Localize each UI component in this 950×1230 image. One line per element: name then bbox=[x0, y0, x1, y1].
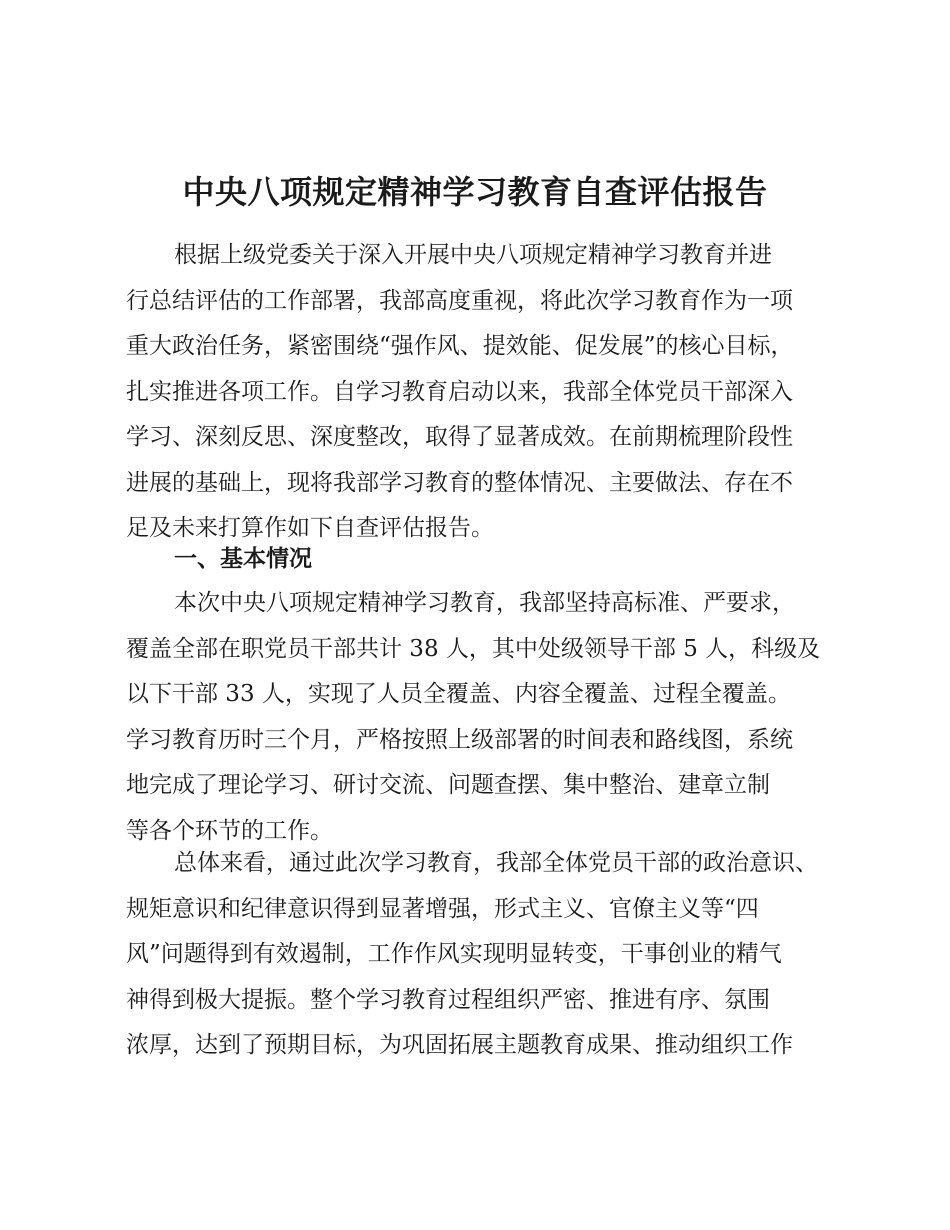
text-line: 覆盖全部在职党员干部共计 38 人，其中处级领导干部 5 人，科级及 bbox=[126, 635, 821, 662]
text-line: 本次中央八项规定精神学习教育，我部坚持高标准、严要求， bbox=[174, 590, 795, 616]
document-title: 中央八项规定精神学习教育自查评估报告 bbox=[182, 173, 768, 211]
paragraph-intro bbox=[126, 233, 846, 552]
section-heading: 一、基本情况 bbox=[174, 546, 312, 572]
section-heading-basic-situation bbox=[126, 537, 846, 583]
text-line: 浓厚，达到了预期目标，为巩固拓展主题教育成果、推动组织工作 bbox=[126, 1032, 793, 1058]
paragraph-overall-assessment bbox=[126, 841, 846, 1069]
paragraph-basic-situation bbox=[126, 581, 846, 854]
text-line: 风”问题得到有效遏制，工作作风实现明显转变，干事创业的精气 bbox=[126, 941, 782, 967]
text-line: 学习、深刻反思、深度整改，取得了显著成效。在前期梳理阶段性 bbox=[126, 424, 793, 450]
text-line: 神得到极大提振。整个学习教育过程组织严密、推进有序、氛围 bbox=[126, 986, 770, 1013]
text-line: 规矩意识和纪律意识得到显著增强，形式主义、官僚主义等“四 bbox=[126, 895, 759, 922]
text-line: 扎实推进各项工作。自学习教育启动以来，我部全体党员干部深入 bbox=[126, 378, 793, 405]
text-line: 地完成了理论学习、研讨交流、问题查摆、集中整治、建章立制 bbox=[126, 772, 770, 798]
text-line: 进展的基础上，现将我部学习教育的整体情况、主要做法、存在不 bbox=[126, 469, 793, 496]
text-line: 等各个环节的工作。 bbox=[126, 817, 333, 844]
text-line: 重大政治任务，紧密围绕“强作风、提效能、促发展”的核心目标， bbox=[126, 333, 794, 359]
text-line: 根据上级党委关于深入开展中央八项规定精神学习教育并进 bbox=[174, 242, 772, 268]
text-line: 足及未来打算作如下自查评估报告。 bbox=[126, 515, 494, 541]
text-line: 以下干部 33 人，实现了人员全覆盖、内容全覆盖、过程全覆盖。 bbox=[126, 681, 791, 707]
text-line: 行总结评估的工作部署，我部高度重视，将此次学习教育作为一项 bbox=[126, 287, 793, 314]
text-line: 学习教育历时三个月，严格按照上级部署的时间表和路线图，系统 bbox=[126, 726, 793, 753]
text-line: 总体来看，通过此次学习教育，我部全体党员干部的政治意识、 bbox=[174, 850, 818, 876]
